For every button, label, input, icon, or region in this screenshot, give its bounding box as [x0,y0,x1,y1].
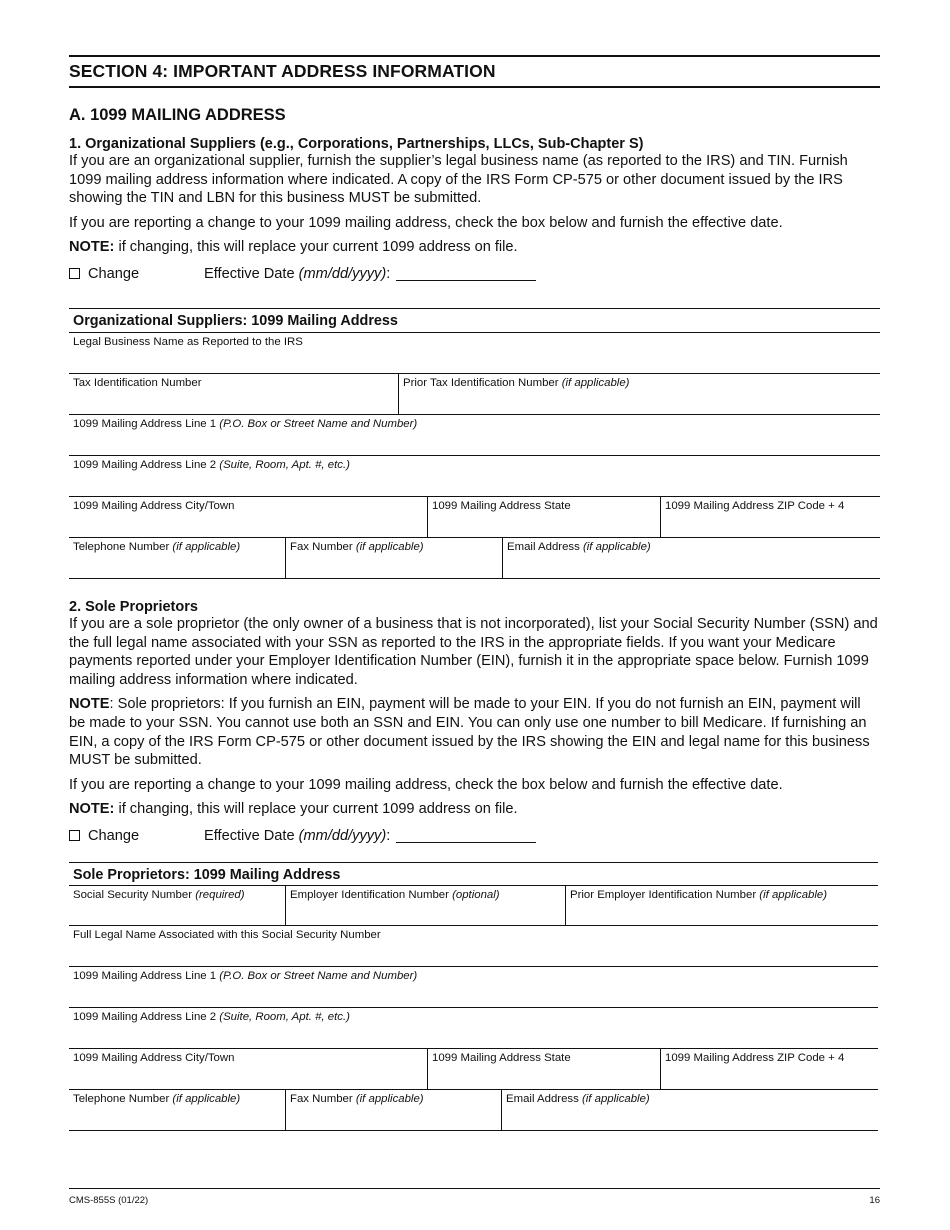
org-prior-tin-field[interactable]: Prior Tax Identification Number (if applicable) [398,374,880,414]
org-instructions: If you are an organizational supplier, furnish the supplier’s legal business name (as reported to the IRS) and TIN. Furnish 1099 mailing address information where indicated. A copy of the IRS Form CP-575 or other document issued by the IRS showing the TIN and LBN for this business MUST be submitted. [69,153,848,207]
sole-change-row [69,826,880,846]
org-heading: 1. Organizational Suppliers (e.g., Corporations, Partnerships, LLCs, Sub-Chapter S) [69,136,644,152]
sole-ein-field[interactable]: Employer Identification Number (optional) [285,886,565,925]
sole-address-line2-field[interactable]: 1099 Mailing Address Line 2 (Suite, Room, Apt. #, etc.) [73,1010,350,1023]
table-row [69,1049,878,1090]
sole-fax-field[interactable]: Fax Number (if applicable) [285,1090,501,1130]
org-address-line1-field[interactable]: 1099 Mailing Address Line 1 (P.O. Box or Street Name and Number) [73,417,418,430]
sole-full-name-field[interactable]: Full Legal Name Associated with this Social Security Number [73,928,381,941]
form-id: CMS-855S (01/22) [69,1195,149,1206]
sole-effective-date-label: Effective Date (mm/dd/yyyy): [204,827,391,844]
sole-address-block [69,862,878,1131]
sole-note: NOTE: Sole proprietors: If you furnish an EIN, payment will be made to your EIN. If you do not furnish an EIN, payment will be made to your SSN. You cannot use both an SSN and EIN. You can only use one number to bill Medicare. If furnishing an EIN, a copy of the IRS Form CP-575 or other document issued by the IRS showing the EIN and legal name for this business MUST be submitted. [69,696,870,769]
sole-prior-ein-field[interactable]: Prior Employer Identification Number (if applicable) [565,886,878,925]
sole-ssn-field[interactable]: Social Security Number (required) [73,888,245,901]
section-title: SECTION 4: IMPORTANT ADDRESS INFORMATION [69,55,880,88]
table-row [69,1008,878,1049]
sole-email-field[interactable]: Email Address (if applicable) [501,1090,878,1130]
table-row [69,885,878,926]
org-city-field[interactable]: 1099 Mailing Address City/Town [73,499,235,512]
org-change-instructions: If you are reporting a change to your 1099 mailing address, check the box below and furnish the effective date. [69,214,783,231]
table-row [69,456,880,497]
sole-effective-date-field[interactable] [396,828,536,843]
org-phone-field[interactable]: Telephone Number (if applicable) [73,540,241,553]
table-row [69,538,880,579]
subsection-title: A. 1099 MAILING ADDRESS [69,106,286,124]
org-lbn-field[interactable]: Legal Business Name as Reported to the IRS [73,335,303,348]
org-address-block [69,308,880,579]
org-effective-date-field[interactable] [396,266,536,281]
org-tin-field[interactable]: Tax Identification Number [73,376,202,389]
sole-change-checkbox[interactable] [69,830,80,841]
org-effective-date-label: Effective Date (mm/dd/yyyy): [204,265,391,282]
org-state-field[interactable]: 1099 Mailing Address State [427,497,660,537]
sole-city-field[interactable]: 1099 Mailing Address City/Town [73,1051,235,1064]
table-row [69,374,880,415]
page-footer [69,1188,880,1206]
table-row [69,497,880,538]
org-change-label: Change [88,265,140,282]
table-row [69,1090,878,1131]
sole-change-instructions: If you are reporting a change to your 1099 mailing address, check the box below and furnish the effective date. [69,776,783,793]
table-row [69,926,878,967]
sole-heading: 2. Sole Proprietors [69,598,198,615]
table-row [69,415,880,456]
sole-instructions: If you are a sole proprietor (the only owner of a business that is not incorporated), list your Social Security Number (SSN) and the full legal name associated with your SSN as reported to the IRS in the appropriate fields. If you want your Medicare payments reported under your Employer Identification Number (EIN), furnish it in the appropriate space below. Furnish 1099 mailing address information where indicated. [69,615,878,688]
org-zip-field[interactable]: 1099 Mailing Address ZIP Code + 4 [660,497,880,537]
sole-zip-field[interactable]: 1099 Mailing Address ZIP Code + 4 [660,1049,878,1089]
page-number: 16 [869,1195,880,1206]
org-change-row [69,264,880,284]
sole-state-field[interactable]: 1099 Mailing Address State [427,1049,660,1089]
sole-change-note: NOTE: if changing, this will replace your current 1099 address on file. [69,801,518,818]
sole-change-label: Change [88,827,140,844]
org-change-checkbox[interactable] [69,268,80,279]
org-email-field[interactable]: Email Address (if applicable) [502,538,880,578]
table-row [69,967,878,1008]
table-row [69,333,880,374]
form-page [69,55,880,1131]
sole-block-title: Sole Proprietors: 1099 Mailing Address [69,862,878,885]
sole-phone-field[interactable]: Telephone Number (if applicable) [73,1092,241,1105]
org-address-line2-field[interactable]: 1099 Mailing Address Line 2 (Suite, Room, Apt. #, etc.) [73,458,350,471]
sole-address-line1-field[interactable]: 1099 Mailing Address Line 1 (P.O. Box or Street Name and Number) [73,969,418,982]
org-note: NOTE: if changing, this will replace your current 1099 address on file. [69,239,518,256]
org-block-title: Organizational Suppliers: 1099 Mailing Address [69,308,880,333]
org-fax-field[interactable]: Fax Number (if applicable) [285,538,502,578]
